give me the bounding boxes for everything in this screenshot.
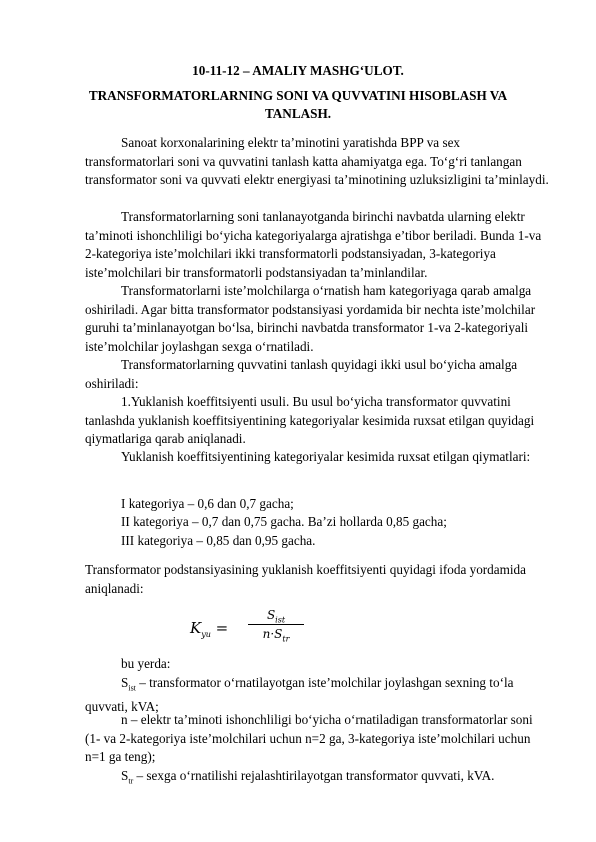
topic-heading-line1: TRANSFORMATORLARNING SONI VA QUVVATINI HISOBLASH VA <box>88 88 508 103</box>
paragraph-transformer-count: Transformatorlarning soni tanlanayotganda birinchi navbatda ularning elektr ta’minoti ishonchliligi bo‘yicha kategoriyalarga ajratishga e’tibor beriladi. Bunda 1-va 2-kategoriya iste’molchilari ikki transformatorli podstansiyadan, 3-kategoriya iste’molchilari bir transformatorli podstansiyadan ta’minlandilar. <box>85 209 542 280</box>
formula-fraction <box>248 607 304 642</box>
topic-heading-line2: TANLASH. <box>264 106 332 121</box>
formula-numerator: $S_{ist}$ <box>266 608 286 625</box>
formula-lhs: $K_{yu}$ = <box>190 619 229 639</box>
paragraph-installation: Transformatorlarni iste’molchilarga o‘rnatish ham kategoriyaga qarab amalga oshiriladi. Agar bitta transformator podstansiyasi yordamida bir nechta iste’molchilar guruhi ta’minlanayotgan bo‘lsa, birinchi navbatda transformator 1-va 2-kategoriyali iste’molchilar joylashgan sexga o‘rnatiladi. <box>85 283 536 354</box>
definition-n: n – elektr ta’minoti ishonchliligi bo‘yicha o‘rnatiladigan transformatorlar soni (1- va 2-kategoriya iste’molchilari uchun n=2 ga, 3-kategoriya iste’molchilari uchun n=1 ga teng); <box>85 712 533 765</box>
load-factor-formula <box>190 607 340 647</box>
paragraph-power-selection: Transformatorlarning quvvatini tanlash quyidagi ikki usul bo‘yicha amalga oshiriladi: <box>85 357 518 391</box>
formula-denominator: $n\cdot S_{tr}$ <box>262 627 290 644</box>
paragraph-intro: Sanoat korxonalarining elektr ta’minotini yaratishda BPP va sex transformatorlari soni va quvvatini tanlash katta ahamiyatga ega. To‘g‘ri tanlangan transformator soni va quvvati elektr energiyasi ta’minotining uzluksizligini ta’minlaydi. <box>85 135 549 188</box>
definition-s-tr: $S_{tr}$ – sexga o‘rnatilishi rejalashtirilayotgan transformator quvvati, kVA. <box>121 768 495 786</box>
category-1-range: I kategoriya – 0,6 dan 0,7 gacha; <box>121 496 294 511</box>
paragraph-load-factor-method: 1.Yuklanish koeffitsiyenti usuli. Bu usul bo‘yicha transformator quvvatini tanlashda yuklanish koeffitsiyentining kategoriyalar kesimida ruxsat etilgan quyidagi qiymatlariga qarab aniqlanadi. <box>85 394 535 447</box>
paragraph-allowed-values: Yuklanish koeffitsiyentining kategoriyalar kesimida ruxsat etilgan qiymatlari: <box>121 449 531 464</box>
where-label: bu yerda: <box>121 656 171 671</box>
category-2-range: II kategoriya – 0,7 dan 0,75 gacha. Ba’zi hollarda 0,85 gacha; <box>121 514 447 529</box>
definition-s-ist: $S_{ist}$ – transformator o‘rnatilayotgan iste’molchilar joylashgan sexning to‘la quvvati, kVA; <box>85 675 514 715</box>
exercise-number-heading: 10-11-12 – AMALIY MASHG‘ULOT. <box>192 63 404 78</box>
category-3-range: III kategoriya – 0,85 dan 0,95 gacha. <box>121 533 316 548</box>
paragraph-formula-intro: Transformator podstansiyasining yuklanish koeffitsiyenti quyidagi ifoda yordamida aniqlanadi: <box>85 562 526 596</box>
